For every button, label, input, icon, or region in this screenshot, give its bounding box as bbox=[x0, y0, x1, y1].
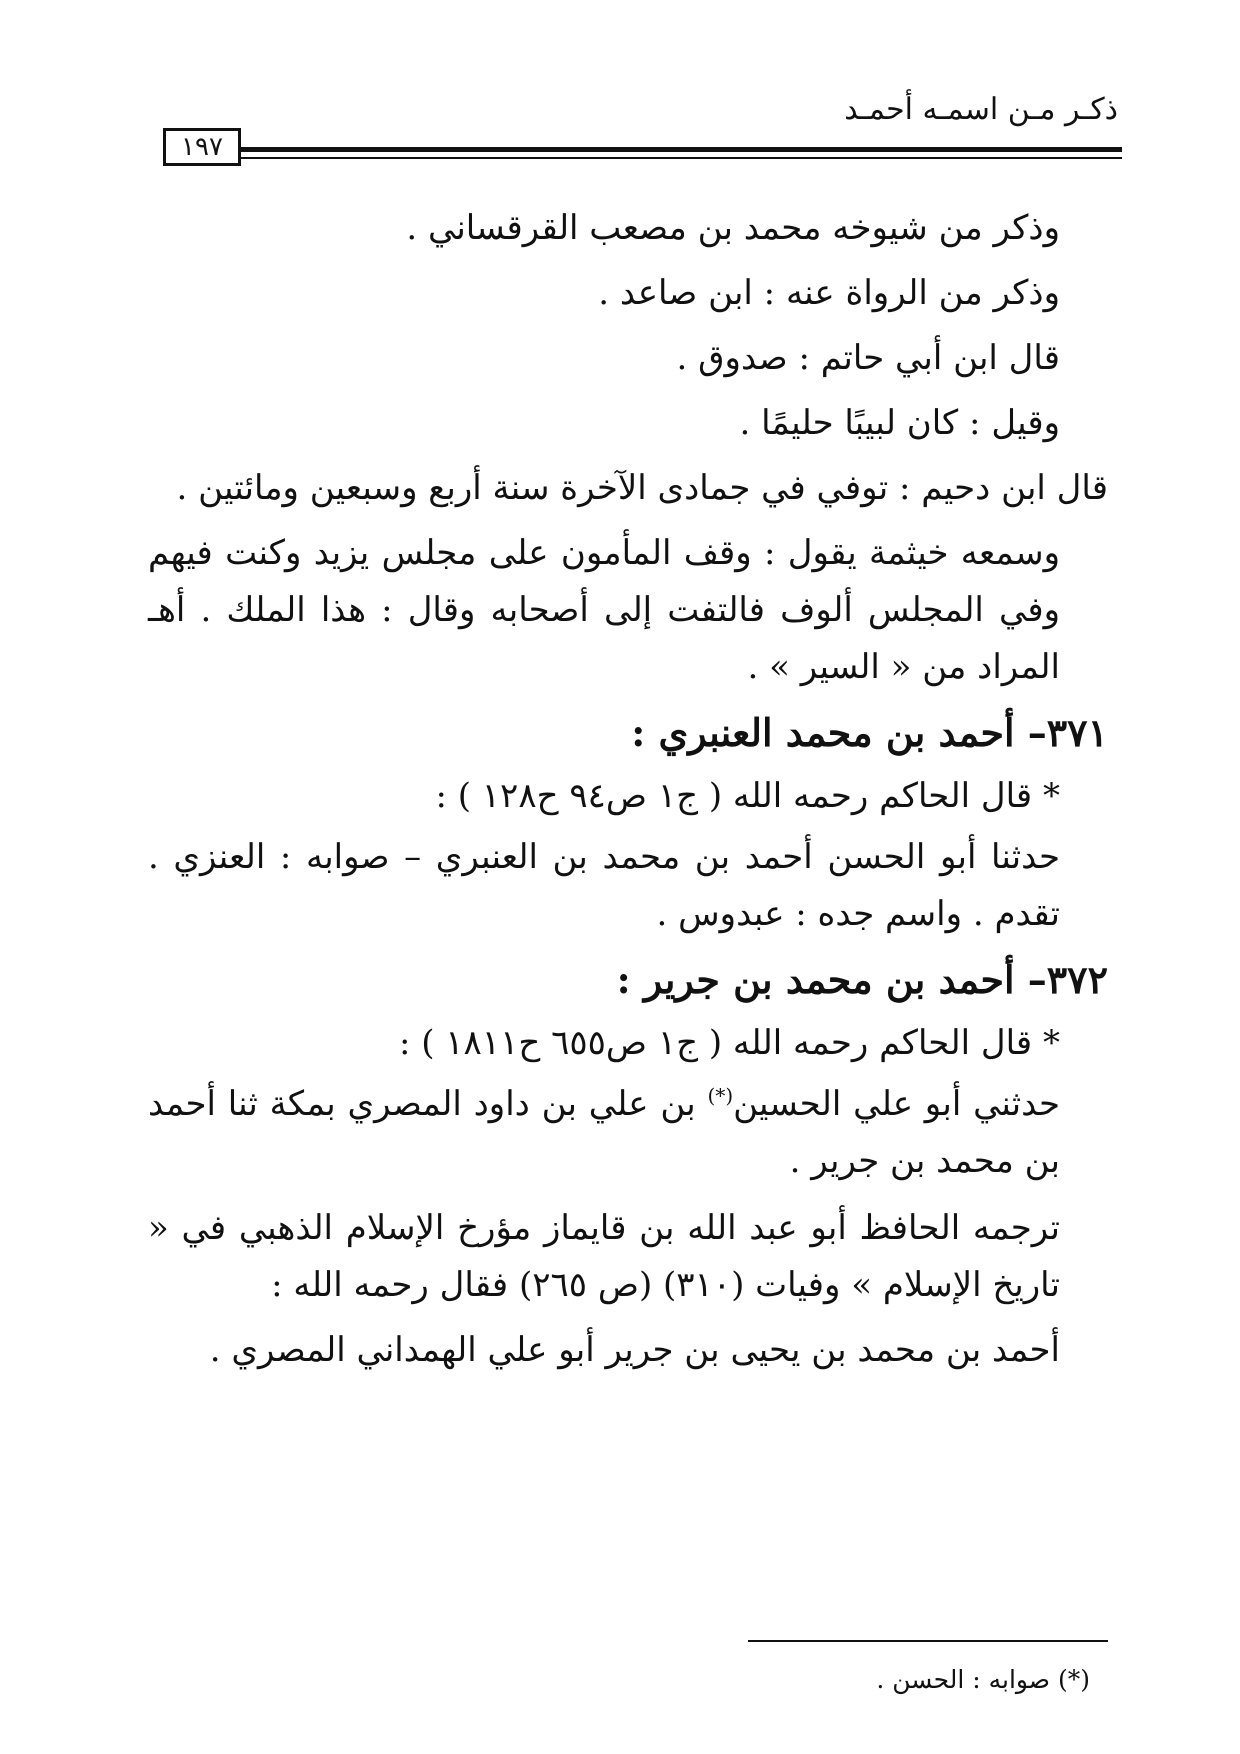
paragraph: قال ابن دحيم : توفي في جمادى الآخرة سنة أربع وسبعين ومائتين . bbox=[176, 468, 1108, 508]
footnote-marker: (*) bbox=[707, 1083, 734, 1108]
paragraph: وذكر من الرواة عنه : ابن صاعد . bbox=[598, 273, 1060, 313]
entry-text-372-start: حدثني أبو علي الحسين bbox=[733, 1084, 1060, 1124]
header-rule bbox=[241, 147, 1122, 152]
paragraph: قال ابن أبي حاتم : صدوق . bbox=[676, 338, 1060, 378]
footnote-marker-ref: (*) bbox=[1057, 1665, 1090, 1694]
body-text bbox=[148, 200, 1108, 1379]
paragraph: وسمعه خيثمة يقول : وقف المأمون على مجلس يزيد وكنت فيهم وفي المجلس ألوف فالتفت إلى أصحابه وقال : هذا الملك . أهـ المراد من « السير » . bbox=[148, 533, 1060, 687]
name-line-372: أحمد بن محمد بن يحيى بن جرير أبو علي الهمداني المصري . bbox=[209, 1330, 1060, 1370]
running-title: ذكـر مـن اسمـه أحمـد bbox=[844, 92, 1118, 127]
paragraph: وقيل : كان لبيبًا حليمًا . bbox=[739, 403, 1060, 443]
entry-text-372 bbox=[148, 1076, 1108, 1190]
entry-heading-371: ٣٧١– أحمد بن محمد العنبري : bbox=[631, 710, 1108, 755]
citation-372: * قال الحاكم رحمه الله ( ج١ ص٦٥٥ ح١٨١١ ) : bbox=[398, 1023, 1060, 1063]
entry-text-372-end: بن علي بن داود المصري بمكة ثنا أحمد بن محمد بن جرير . bbox=[148, 1084, 1060, 1181]
footnote-rule bbox=[748, 1640, 1108, 1642]
biography-372: ترجمه الحافظ أبو عبد الله بن قايماز مؤرخ الإسلام الذهبي في « تاريخ الإسلام » وفيات (٣١٠) (ص ٢٦٥) فقال رحمه الله : bbox=[148, 1208, 1060, 1305]
footnote bbox=[876, 1665, 1090, 1694]
header-rule-thin bbox=[241, 157, 1122, 159]
entry-text-371: حدثنا أبو الحسن أحمد بن محمد بن العنبري – صوابه : العنزي . تقدم . واسم جده : عبدوس . bbox=[148, 837, 1060, 934]
paragraph: وذكر من شيوخه محمد بن مصعب القرقساني . bbox=[406, 208, 1060, 248]
entry-heading-372: ٣٧٢– أحمد بن محمد بن جرير : bbox=[616, 957, 1108, 1002]
citation-371: * قال الحاكم رحمه الله ( ج١ ص٩٤ ح١٢٨ ) : bbox=[435, 776, 1060, 816]
page-number: ١٩٧ bbox=[163, 128, 241, 166]
footnote-text: صوابه : الحسن . bbox=[876, 1665, 1058, 1694]
